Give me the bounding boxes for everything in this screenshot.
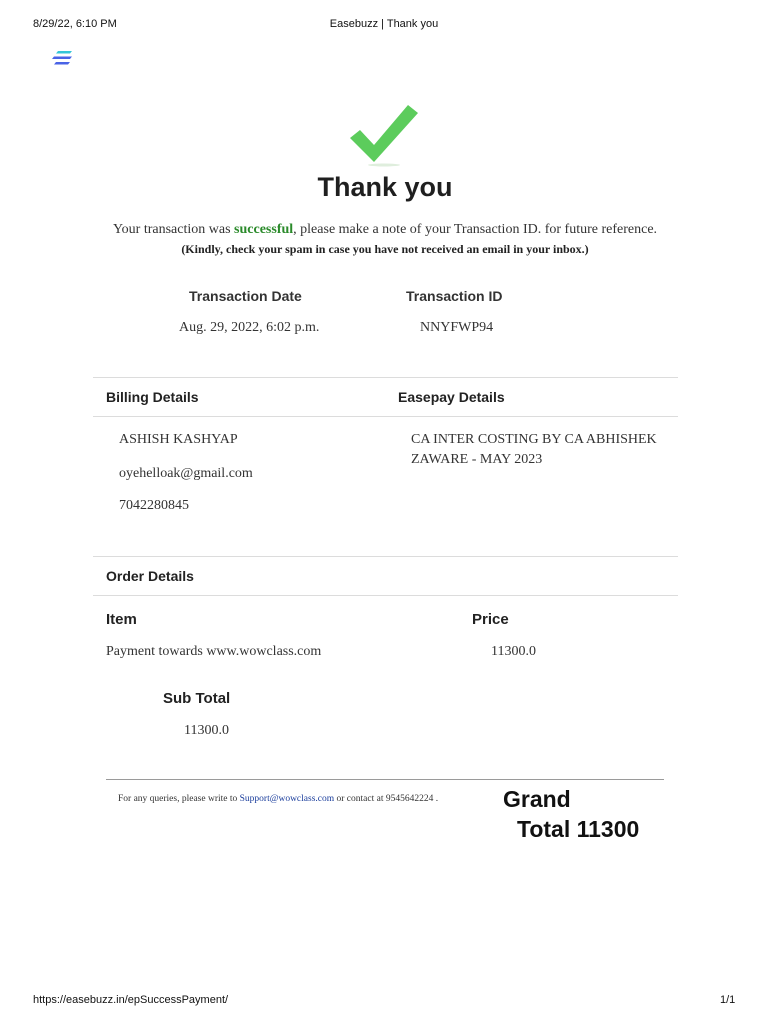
checkmark-icon <box>346 102 422 168</box>
transaction-id-label: Transaction ID <box>406 288 503 304</box>
order-price: 11300.0 <box>491 644 536 659</box>
print-datetime: 8/29/22, 6:10 PM <box>33 18 117 30</box>
easepay-description-line1: CA INTER COSTING BY CA ABHISHEK <box>411 432 657 447</box>
spam-note: (Kindly, check your spam in case you have not received an email in your inbox.) <box>181 242 589 256</box>
divider <box>93 556 678 557</box>
print-page-title: Easebuzz | Thank you <box>329 18 439 30</box>
transaction-id-value: NNYFWP94 <box>420 320 494 335</box>
price-column-header: Price <box>472 611 509 628</box>
grand-total-label: Grand <box>503 786 571 812</box>
billing-details-title: Billing Details <box>106 389 199 405</box>
divider <box>93 377 678 378</box>
print-url: https://easebuzz.in/epSuccessPayment/ <box>33 994 229 1006</box>
success-message <box>0 222 768 238</box>
billing-phone: 7042280845 <box>119 498 189 513</box>
easepay-description-line2: ZAWARE - MAY 2023 <box>411 452 543 467</box>
item-column-header: Item <box>106 611 137 628</box>
message-prefix: Your transaction was <box>112 222 235 237</box>
message-suffix: , please make a note of your Transaction ID. for future reference. <box>293 222 658 237</box>
query-prefix: For any queries, please write to <box>118 794 240 804</box>
order-details-title: Order Details <box>106 568 194 584</box>
footer-divider <box>106 779 664 780</box>
billing-name: ASHISH KASHYAP <box>119 432 238 447</box>
divider <box>93 595 678 596</box>
message-status: successful <box>234 222 294 237</box>
easebuzz-logo[interactable] <box>52 48 76 68</box>
transaction-date-value: Aug. 29, 2022, 6:02 p.m. <box>179 320 320 335</box>
billing-email: oyehelloak@gmail.com <box>119 466 253 481</box>
thank-you-heading: Thank you <box>317 172 453 202</box>
order-item: Payment towards www.wowclass.com <box>106 644 322 659</box>
query-note <box>118 794 438 804</box>
subtotal-label: Sub Total <box>163 690 231 707</box>
easepay-details-title: Easepay Details <box>398 389 505 405</box>
print-page-count: 1/1 <box>720 994 736 1006</box>
subtotal-value: 11300.0 <box>184 723 229 738</box>
divider <box>93 416 678 417</box>
transaction-date-label: Transaction Date <box>189 288 302 304</box>
grand-total-value: Total 11300 <box>517 816 640 842</box>
query-suffix: or contact at 9545642224 . <box>334 794 439 804</box>
support-email-link[interactable]: Support@wowclass.com <box>239 794 335 804</box>
